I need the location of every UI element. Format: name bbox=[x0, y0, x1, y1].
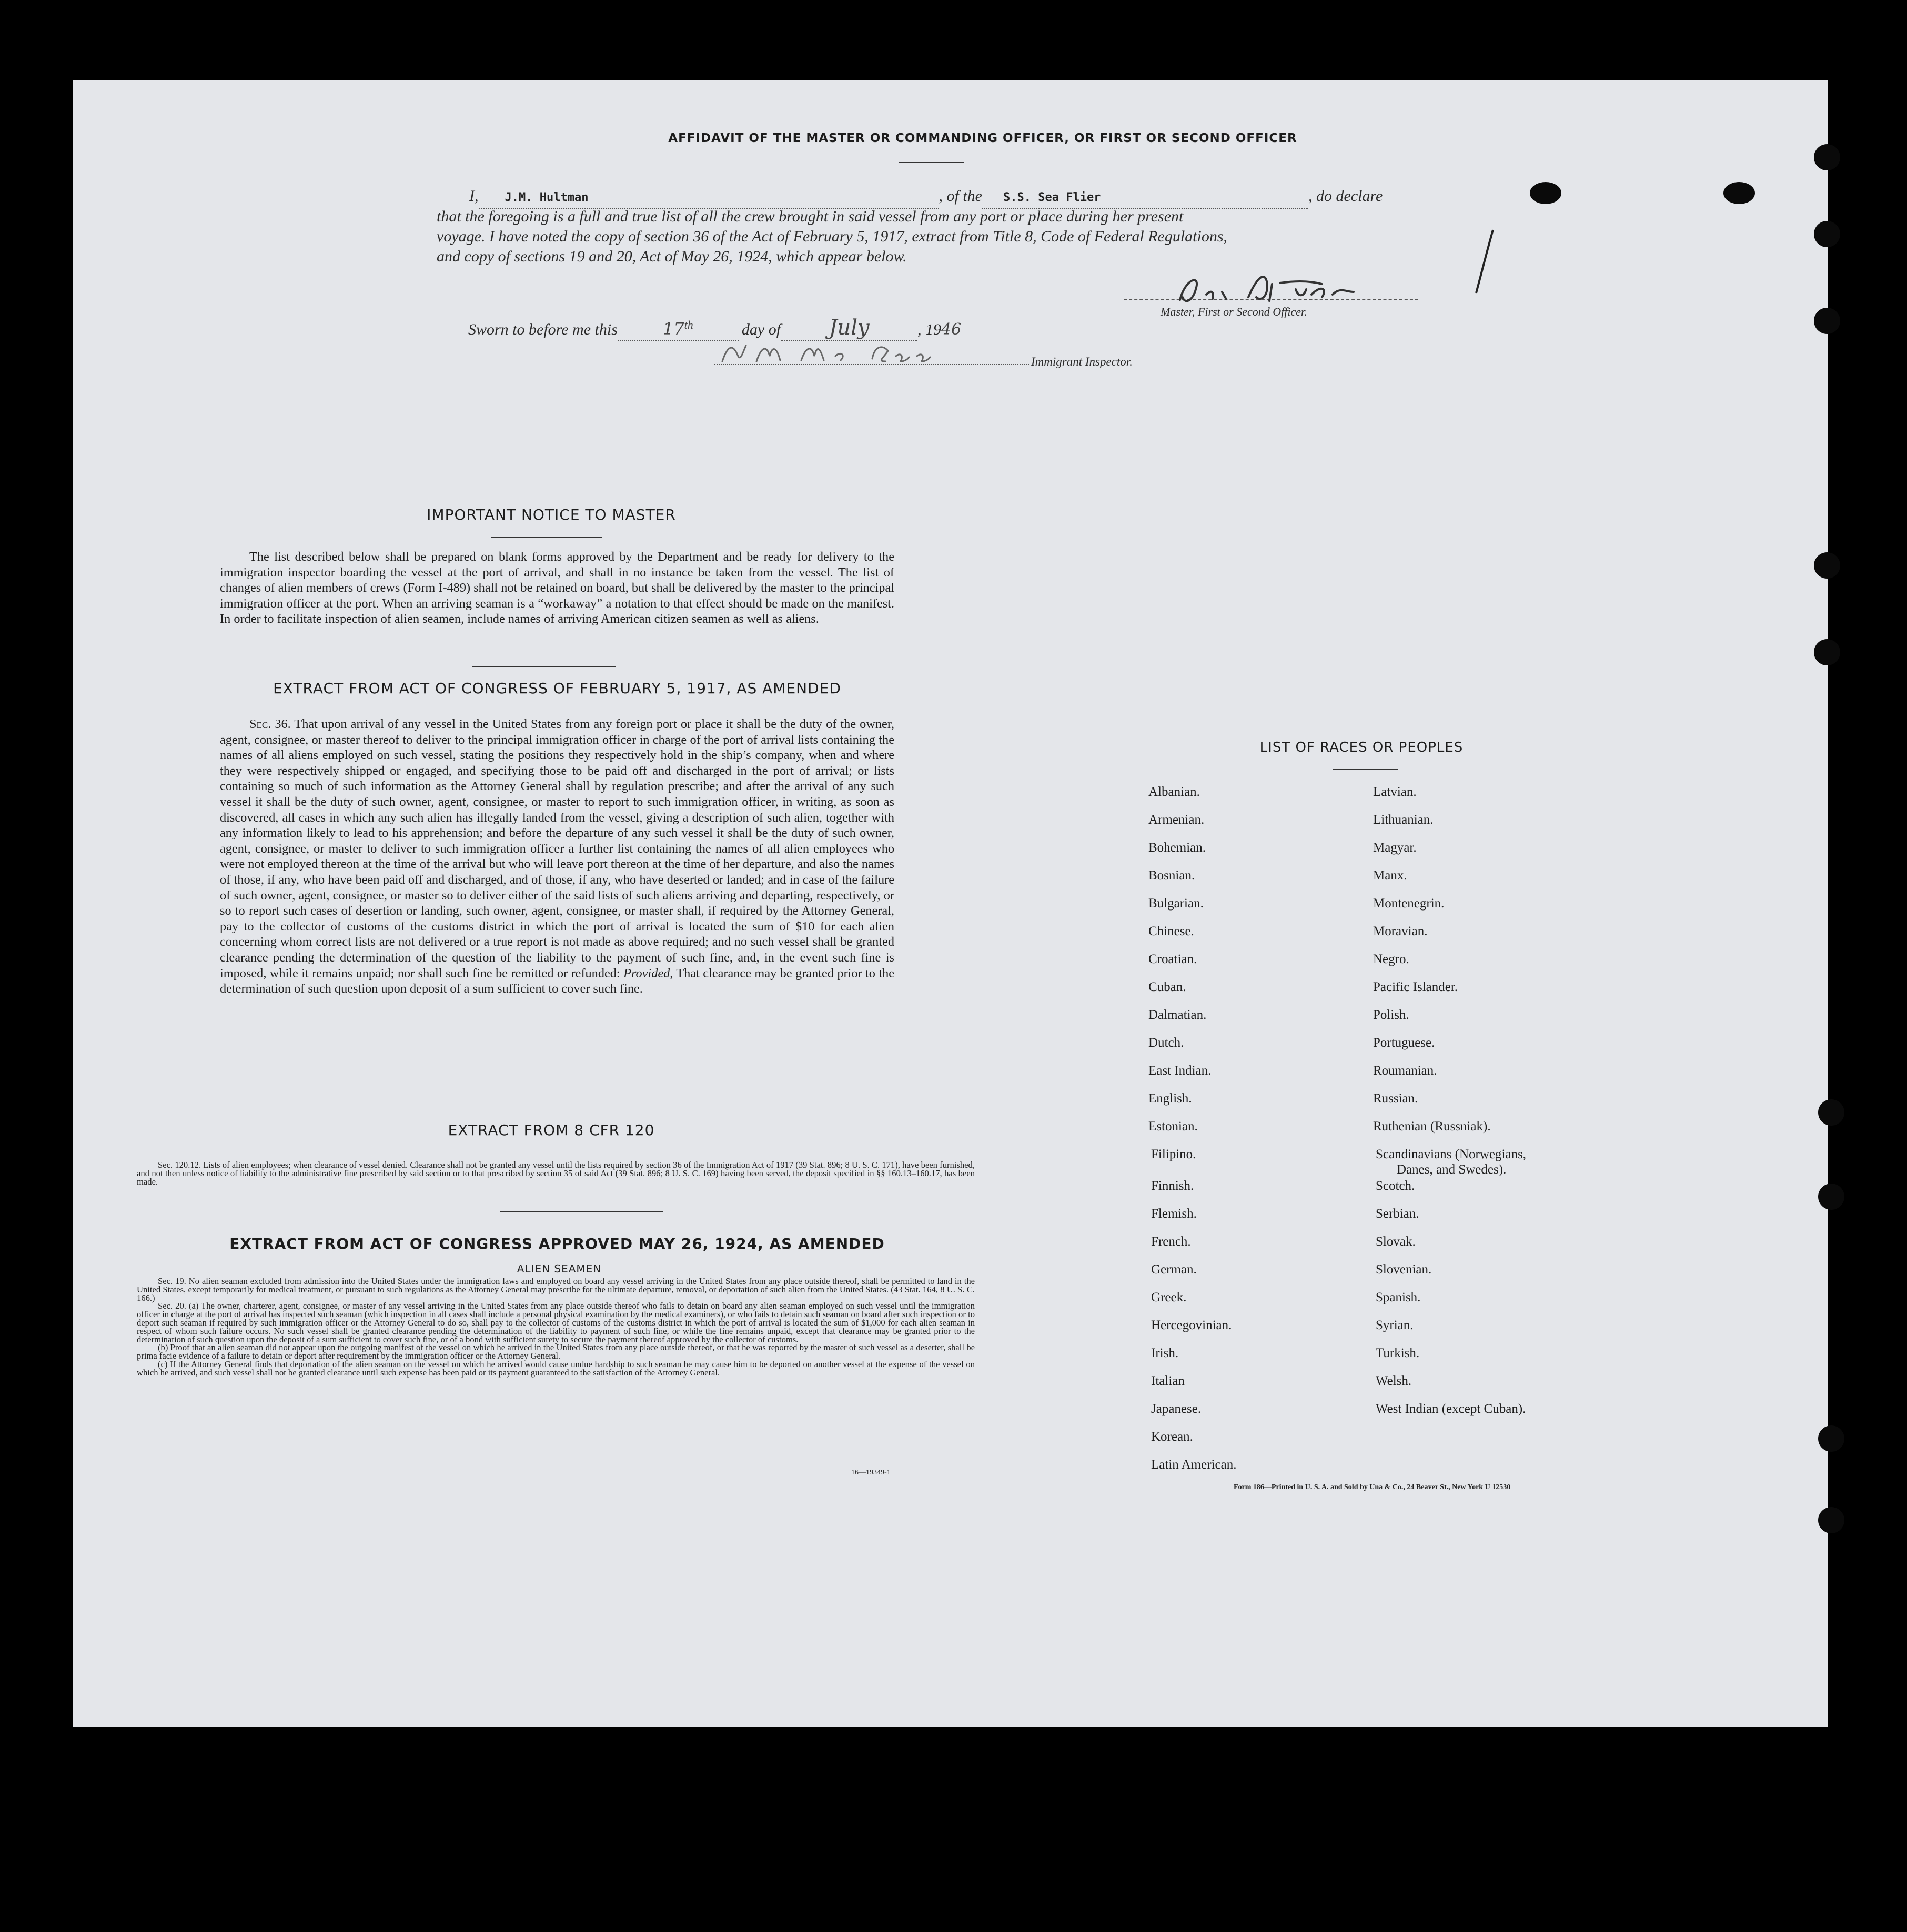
punch-hole bbox=[1530, 182, 1561, 204]
proviso-label: Provided, bbox=[623, 966, 673, 980]
race-item: Dutch. bbox=[1148, 1036, 1184, 1050]
punch-hole bbox=[1818, 1425, 1844, 1452]
race-item: Estonian. bbox=[1148, 1119, 1198, 1134]
sec-20c-paragraph: (c) If the Attorney General finds that deportation of the alien seaman on the vessel on which he arrived would cause undue hardship to such seaman he may cause him to be deported on another vessel at the expense of the vessel on which he arrived, and such vessel shall not be granted clearance until such expense has been paid or its payment guaranteed to the satisfaction of the Attorney General. bbox=[137, 1359, 975, 1378]
notice-title-rule bbox=[491, 537, 602, 538]
affidavit-text-line-1: that the foregoing is a full and true list of all the crew brought in said vessel from any port or place during her present bbox=[437, 208, 1184, 225]
race-item: Filipino. bbox=[1151, 1147, 1196, 1161]
punch-hole bbox=[1814, 308, 1840, 334]
race-item: Ruthenian (Russniak). bbox=[1373, 1119, 1491, 1134]
race-item: Slovenian. bbox=[1376, 1262, 1432, 1277]
inspector-signature bbox=[714, 335, 977, 372]
race-item: Chinese. bbox=[1148, 924, 1194, 938]
race-item: Bosnian. bbox=[1148, 868, 1195, 883]
extract-cfr-text bbox=[137, 1161, 975, 1186]
race-item: Negro. bbox=[1373, 952, 1409, 966]
sec-36-label: Sec. 36. bbox=[249, 717, 291, 731]
sworn-label: Sworn to before me this bbox=[468, 321, 618, 338]
inspector-caption: Immigrant Inspector. bbox=[1031, 355, 1133, 368]
race-item: Magyar. bbox=[1373, 841, 1417, 855]
punch-hole bbox=[1818, 1184, 1844, 1210]
race-item: Hercegovinian. bbox=[1151, 1318, 1232, 1332]
race-item: Portuguese. bbox=[1373, 1036, 1435, 1050]
race-item: Irish. bbox=[1151, 1346, 1179, 1360]
race-item: Dalmatian. bbox=[1148, 1008, 1207, 1022]
document-page bbox=[73, 80, 1828, 1727]
race-item: Pacific Islander. bbox=[1373, 980, 1458, 994]
race-item: Korean. bbox=[1151, 1430, 1193, 1444]
race-item: Lithuanian. bbox=[1373, 813, 1434, 827]
race-item: Latin American. bbox=[1151, 1458, 1237, 1472]
race-item: Finnish. bbox=[1151, 1179, 1194, 1193]
race-item: Welsh. bbox=[1376, 1374, 1412, 1388]
affidavit-title: AFFIDAVIT OF THE MASTER OR COMMANDING OFFICER, OR FIRST OR SECOND OFFICER bbox=[668, 132, 1297, 145]
notice-end-rule bbox=[472, 666, 616, 667]
race-item: Bulgarian. bbox=[1148, 896, 1204, 911]
notice-text bbox=[220, 549, 894, 627]
races-title: LIST OF RACES OR PEOPLES bbox=[1259, 740, 1464, 755]
margin-pen-mark bbox=[1472, 227, 1498, 296]
race-item: West Indian (except Cuban). bbox=[1376, 1402, 1526, 1416]
race-item: East Indian. bbox=[1148, 1064, 1212, 1078]
race-item: English. bbox=[1148, 1091, 1192, 1106]
race-item: Montenegrin. bbox=[1373, 896, 1445, 911]
extract-cfr-title: EXTRACT FROM 8 CFR 120 bbox=[448, 1121, 655, 1139]
punch-hole bbox=[1814, 639, 1840, 665]
cfr-paragraph: Sec. 120.12. Lists of alien employees; when clearance of vessel denied. Clearance shall not be granted any vessel until the lists required by section 36 of the Immigration Act of 1917 (39 Stat. 896; 8 U. S. C. 171), have been furnished, and not then unless notice of liability to the administrative fine prescribed by said section or to that prescribed by section 35 of said Act (39 Stat. 896; 8 U. S. C. 169) having been served, the deposit specified in §§ 160.13–160.17, has been made. bbox=[137, 1160, 975, 1187]
sworn-day-suffix: th bbox=[684, 318, 693, 331]
race-item: Scandinavians (Norwegians, bbox=[1376, 1147, 1527, 1161]
race-item: Moravian. bbox=[1373, 924, 1428, 938]
sworn-month: July bbox=[829, 316, 870, 340]
sec-19-paragraph: Sec. 19. No alien seaman excluded from admission into the United States under the immigration laws and employed on board any vessel arriving in the United States from any place outside thereof, shall be permitted to land in the United States, except temporarily for medical treatment, or pursuant to such regulations as the Attorney General may prescribe for the ultimate departure, removal, or deportation of such alien from the United States. (43 Stat. 164, 8 U. S. C. 166.) bbox=[137, 1276, 975, 1303]
race-item: Flemish. bbox=[1151, 1207, 1197, 1221]
cfr-end-rule bbox=[500, 1211, 663, 1212]
race-item: Scotch. bbox=[1376, 1179, 1415, 1193]
race-item: Albanian. bbox=[1148, 785, 1200, 799]
race-item: Latvian. bbox=[1373, 785, 1417, 799]
race-item: Serbian. bbox=[1376, 1207, 1419, 1221]
race-item: Armenian. bbox=[1148, 813, 1205, 827]
race-item: Polish. bbox=[1373, 1008, 1409, 1022]
affidavit-text-line-2: voyage. I have noted the copy of section 36 of the Act of February 5, 1917, extract from Title 8, Code of Federal Regulations, bbox=[437, 228, 1228, 245]
punch-hole bbox=[1818, 1099, 1844, 1126]
year-suffix: 46 bbox=[941, 320, 962, 339]
affidavit-title-rule bbox=[899, 162, 964, 163]
race-item: Syrian. bbox=[1376, 1318, 1414, 1332]
race-item: Danes, and Swedes). bbox=[1397, 1162, 1507, 1177]
race-item: Cuban. bbox=[1148, 980, 1186, 994]
notice-title: IMPORTANT NOTICE TO MASTER bbox=[427, 506, 676, 523]
notice-paragraph: The list described below shall be prepared on blank forms approved by the Department and be ready for delivery to the immigration inspector boarding the vessel at the port of arrival, and shall in no instance be taken from the vessel. The list of changes of alien members of crews (Form I-489) shall not be retained on board, but shall be delivered by the master to the principal immigration officer at the port. When an arriving seaman is a “workaway” a notation to that effect should be made on the manifest. In order to facilitate inspection of alien seamen, include names of arriving American citizen seamen as well as aliens. bbox=[220, 550, 894, 626]
punch-hole bbox=[1814, 552, 1840, 579]
printer-footer: Form 186—Printed in U. S. A. and Sold by Una & Co., 24 Beaver St., New York U 12530 bbox=[1234, 1483, 1511, 1491]
extract-1917-text bbox=[220, 716, 894, 997]
punch-hole bbox=[1814, 221, 1840, 247]
alien-seamen-subtitle: ALIEN SEAMEN bbox=[517, 1262, 602, 1275]
punch-hole bbox=[1814, 144, 1840, 170]
race-item: Croatian. bbox=[1148, 952, 1197, 966]
proviso-text: That clearance may be granted prior to the determination of such question upon deposit of a sum sufficient to cover such fine. bbox=[220, 966, 895, 996]
race-item: Russian. bbox=[1373, 1091, 1418, 1106]
vessel-name: S.S. Sea Flier bbox=[1003, 191, 1101, 204]
race-item: Italian bbox=[1151, 1374, 1185, 1388]
race-item: German. bbox=[1151, 1262, 1197, 1277]
race-item: Slovak. bbox=[1376, 1235, 1416, 1249]
i-label: I, bbox=[469, 187, 479, 205]
punch-hole bbox=[1818, 1507, 1844, 1533]
extract-1917-paragraph bbox=[220, 716, 894, 997]
form-code: 16—19349-1 bbox=[851, 1469, 891, 1476]
master-name: J.M. Hultman bbox=[505, 191, 589, 204]
race-item: Greek. bbox=[1151, 1290, 1187, 1304]
do-declare-label: , do declare bbox=[1308, 187, 1383, 205]
extract-1924-text bbox=[137, 1277, 975, 1377]
race-item: Roumanian. bbox=[1373, 1064, 1437, 1078]
master-signature-caption: Master, First or Second Officer. bbox=[1161, 305, 1307, 318]
races-title-rule bbox=[1333, 769, 1398, 770]
sec-20b-paragraph: (b) Proof that an alien seaman did not appear upon the outgoing manifest of the vessel on which he arrived in the United States from any place outside thereof, or that he was reported by the master of such vessel as a deserter, shall be prima facie evidence of a failure to detain or deport after requirement by the immigration officer or the Attorney General. bbox=[137, 1342, 975, 1361]
race-item: Bohemian. bbox=[1148, 841, 1206, 855]
day-of-label: day of bbox=[741, 321, 781, 338]
year-prefix: , 19 bbox=[917, 321, 942, 338]
extract-1917-title: EXTRACT FROM ACT OF CONGRESS OF FEBRUARY 5, 1917, AS AMENDED bbox=[273, 680, 841, 697]
sworn-day: 17 bbox=[662, 319, 684, 339]
race-item: French. bbox=[1151, 1235, 1191, 1249]
sec-20a-paragraph: Sec. 20. (a) The owner, charterer, agent, consignee, or master of any vessel arriving in the United States from any place outside thereof who fails to detain on board any alien seaman employed on such vessel until the immigration officer in charge at the port of arrival has inspected such seaman (which inspection in all cases shall include a personal physical examination by the medical examiners), or who fails to detain such seaman on board after such inspection or to deport such seaman if required by such immigration officer or the Attorney General to do so, shall pay to the collector of customs of the customs district in which the port of arrival is located the sum of $1,000 for each alien seaman in respect of whom such failure occurs. No such vessel shall be granted clearance pending the determination of the liability to payment of such fine, or while the fine remains unpaid, except that clearance may be granted prior to the determination of such question upon the deposit of a sum sufficient to cover such fine, or of a bond with sufficient surety to secure the payment thereof approved by the collector of customs. bbox=[137, 1301, 975, 1344]
race-item: Turkish. bbox=[1376, 1346, 1420, 1360]
sec-36-text: That upon arrival of any vessel in the United States from any foreign port or place it shall be the duty of the owner, agent, consignee, or master thereof to deliver to the principal immigration officer in charge of the port of arrival lists containing the names of all aliens employed on such vessel, stating the positions they respectively hold in the ship’s company, when and where they were respectively shipped or engaged, and specifying those to be paid off and discharged in the port of arrival; or lists containing so much of such information as the Attorney General shall by regulation prescribe; and after the arrival of any such vessel it shall be the duty of such owner, agent, consignee, or master to report to such immigration officer, in writing, as soon as discovered, all cases in which any such alien has illegally landed from the vessel, giving a description of such alien, together with any information likely to lead to his apprehension; and before the departure of any such vessel it shall be the duty of such owner, agent, consignee, or master to deliver to such immigration officer a further list containing the names of all alien employees who were not employed thereon at the time of the arrival but who will leave port thereon at the time of her departure, and also the names of those, if any, who have been paid off and discharged, and of those, if any, who have deserted or landed; and in case of the failure of such owner, agent, consignee, or master so to deliver either of the said lists of such aliens arriving and departing, respectively, or so to report such cases of desertion or landing, such owner, agent, consignee, or master shall, if required by the Attorney General, pay to the collector of customs of the customs district in which the port of arrival is located the sum of $10 for each alien concerning whom correct lists are not delivered or a true report is not made as above required; and no such vessel shall be granted clearance pending the determination of the question of the liability to the payment of such fine, and, in the event such fine is imposed, while it remains unpaid; nor shall such fine be remitted or refunded: bbox=[220, 717, 895, 980]
extract-1924-title: EXTRACT FROM ACT OF CONGRESS APPROVED MAY 26, 1924, AS AMENDED bbox=[229, 1235, 885, 1252]
affidavit-text-line-3: and copy of sections 19 and 20, Act of May 26, 1924, which appear below. bbox=[437, 248, 907, 265]
inspector-signature-line bbox=[714, 364, 1029, 365]
race-item: Spanish. bbox=[1376, 1290, 1421, 1304]
race-item: Japanese. bbox=[1151, 1402, 1202, 1416]
race-item: Manx. bbox=[1373, 868, 1407, 883]
punch-hole bbox=[1723, 182, 1755, 204]
of-the-label: , of the bbox=[939, 187, 982, 205]
